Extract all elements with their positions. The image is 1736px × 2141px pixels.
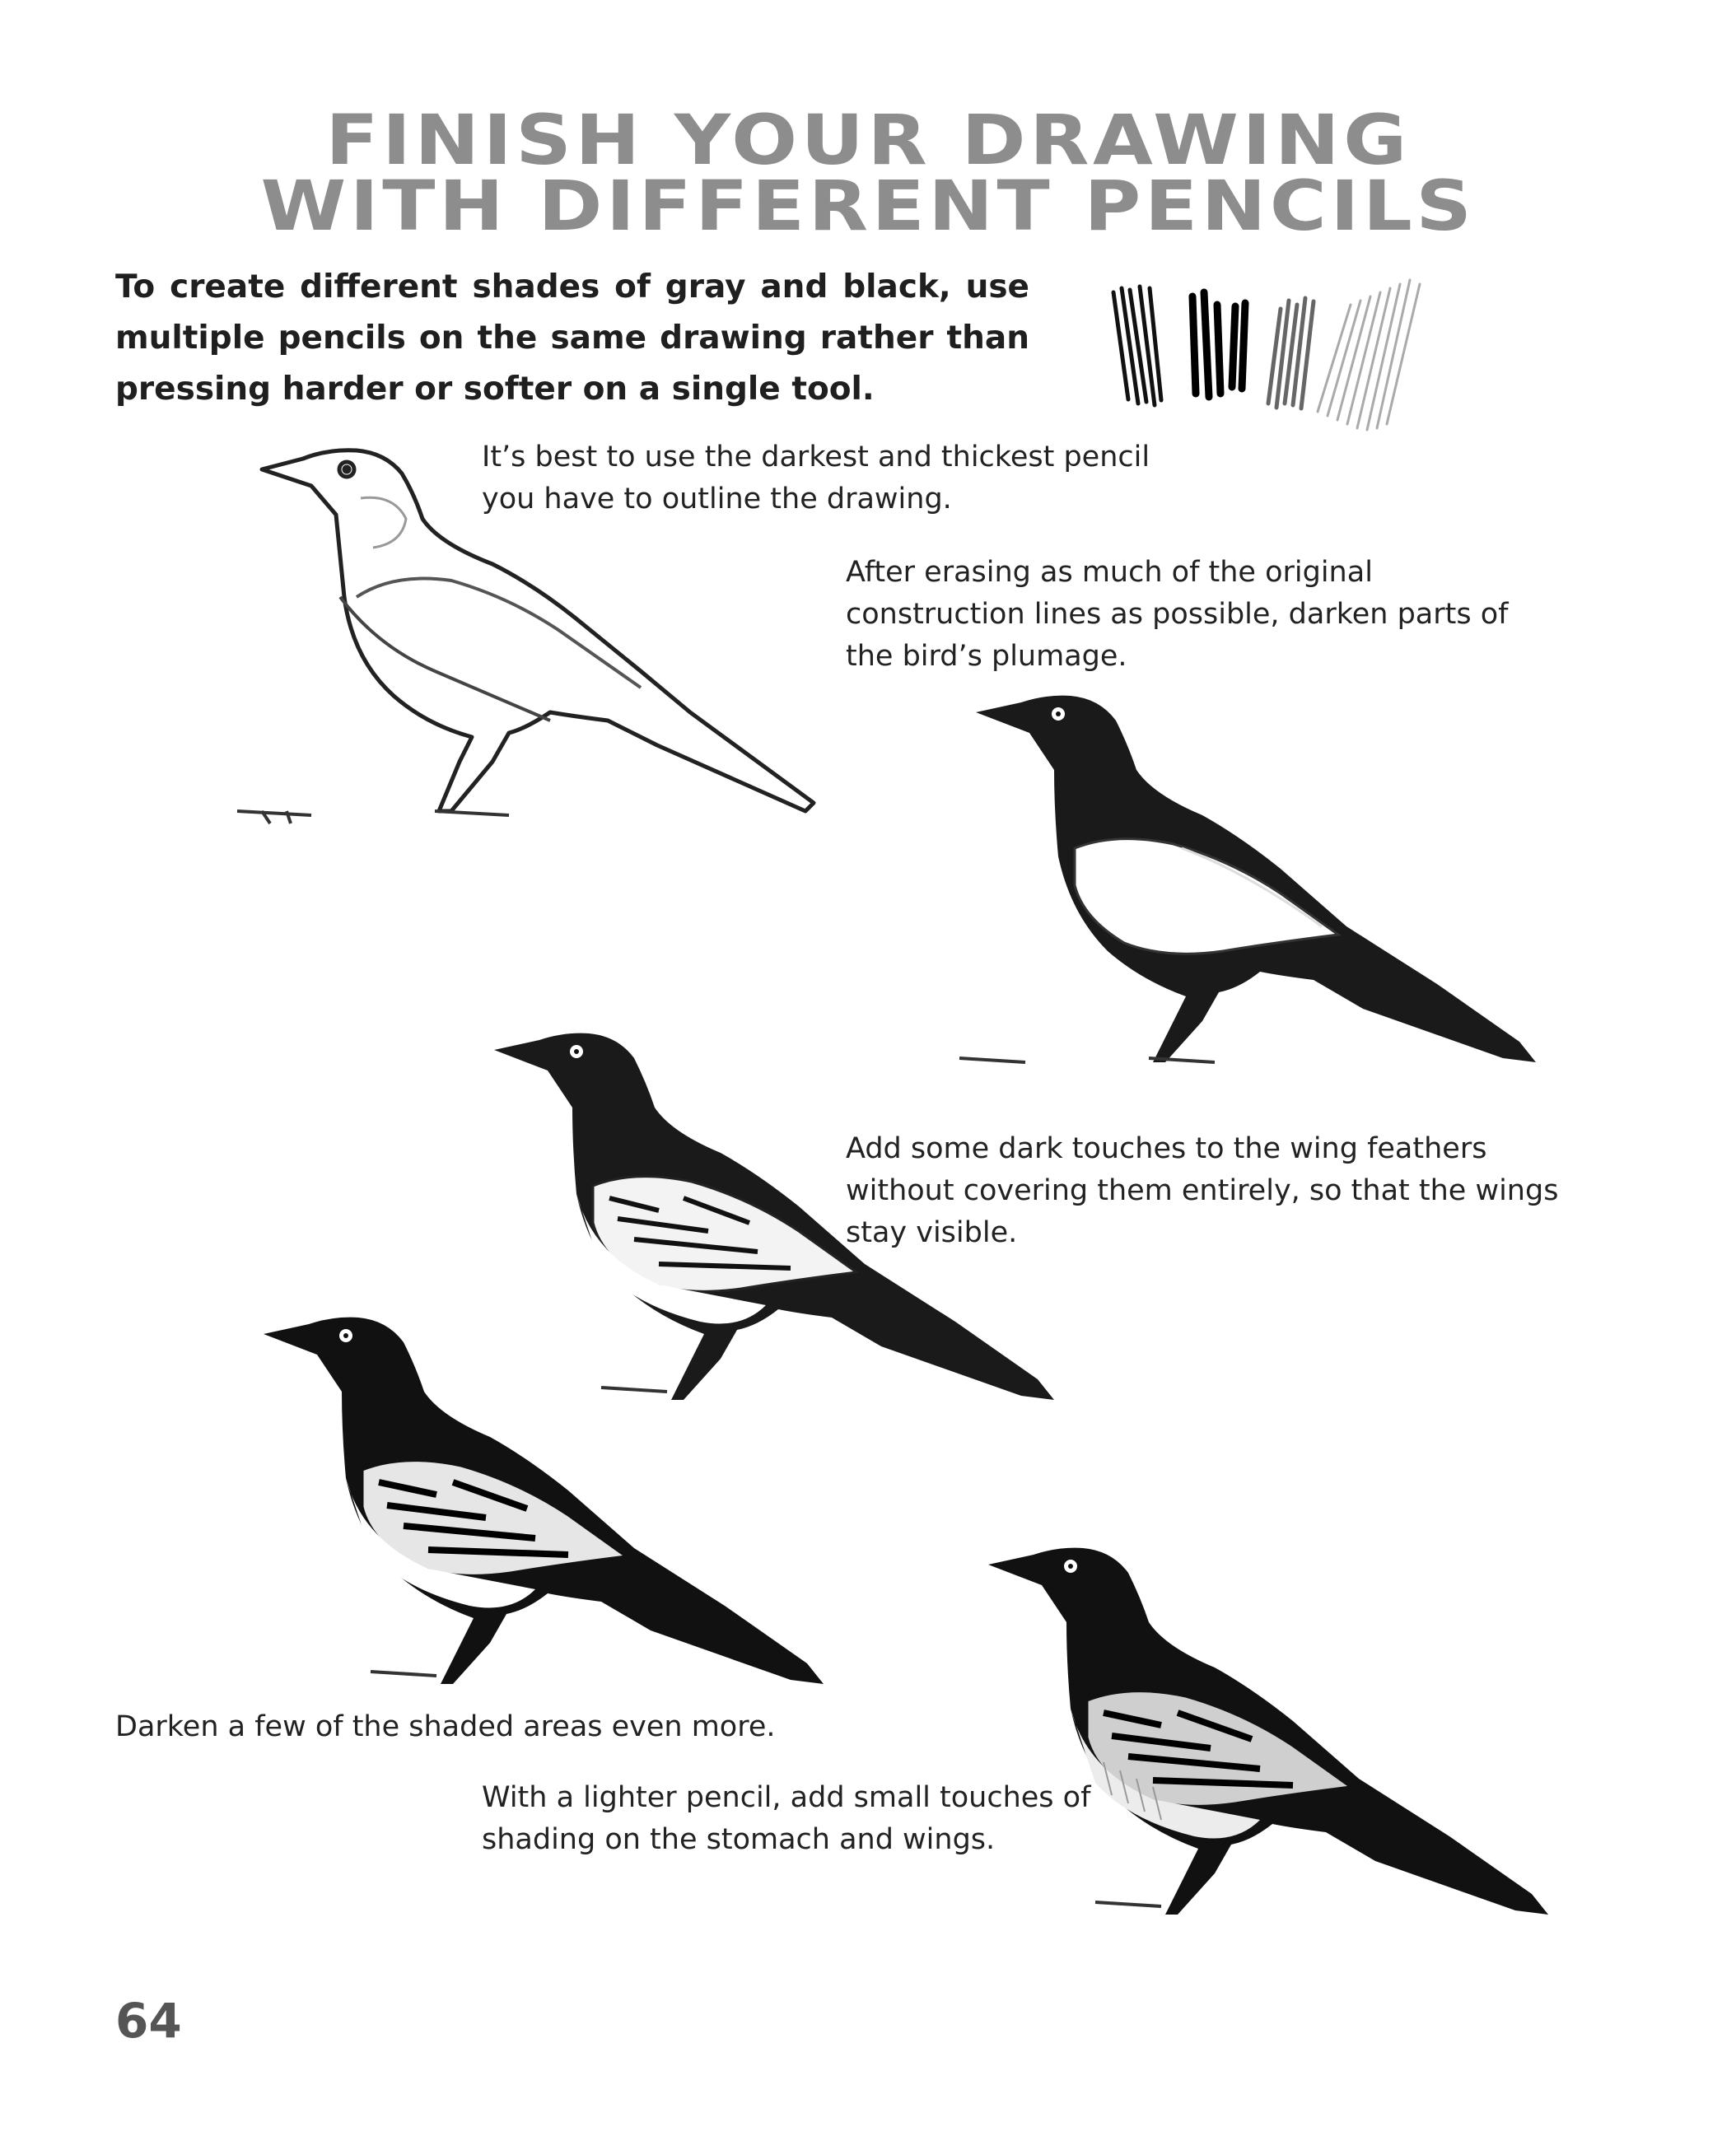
- page-title-line-1: FINISH YOUR DRAWING: [325, 100, 1411, 180]
- intro-paragraph: To create different shades of gray and black, use multiple pencils on the same drawing rather than pressing harder or softer on a single tool.: [115, 268, 1029, 408]
- page-title-line-2: WITH DIFFERENT PENCILS: [260, 166, 1476, 246]
- bird-darkened-plumage-drawing: [959, 696, 1536, 1062]
- caption-step-5: With a lighter pencil, add small touches of shading on the stomach and wings.: [482, 1781, 1091, 1856]
- caption-step-3: Add some dark touches to the wing feathers without covering them entirely, so that the wings stay visible.: [846, 1132, 1559, 1249]
- pencil-swatches: [1113, 280, 1420, 430]
- page-number: 64: [115, 1993, 182, 2049]
- bird-darker-shading-drawing: [264, 1318, 824, 1684]
- caption-step-2: After erasing as much of the original construction lines as possible, darken parts of the bird’s plumage.: [846, 556, 1509, 673]
- caption-step-4: Darken a few of the shaded areas even more.: [115, 1710, 776, 1743]
- caption-step-1: It’s best to use the darkest and thickest pencil you have to outline the drawing.: [482, 441, 1150, 515]
